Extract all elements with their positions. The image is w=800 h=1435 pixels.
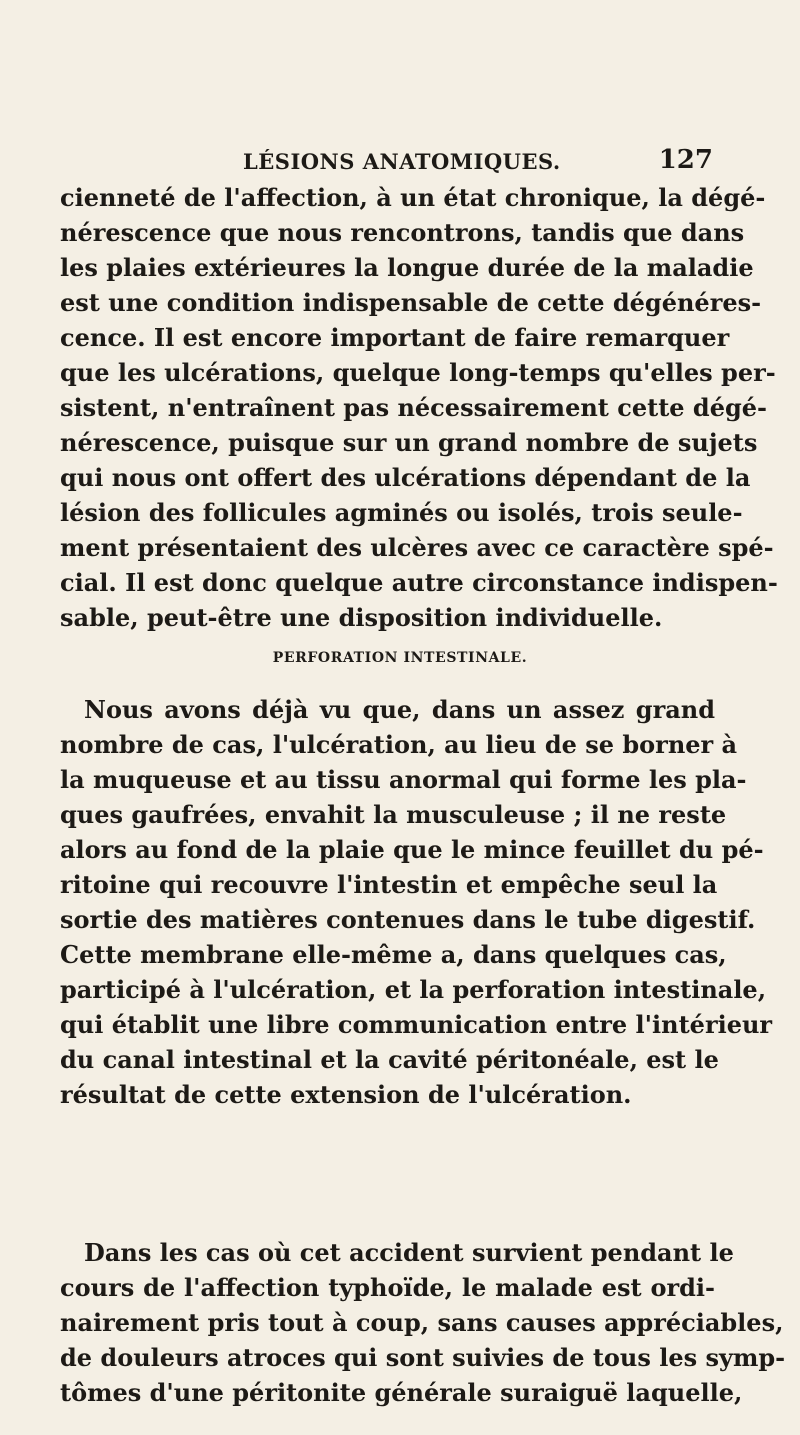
paragraph-perforation (60, 692, 773, 1112)
text-line: Cette membrane elle-même a, dans quelques cas, (60, 940, 727, 969)
text-line: alors au fond de la plaie que le mince feuillet du pé- (60, 835, 764, 864)
text-line: nombre de cas, l'ulcération, au lieu de se borner à (60, 730, 738, 759)
text-line: cence. Il est encore important de faire remarquer (60, 323, 730, 352)
running-title: LÉSIONS ANATOMIQUES. (243, 149, 561, 174)
text-line: nairement pris tout à coup, sans causes appréciables, (60, 1308, 784, 1337)
text-line: sortie des matières contenues dans le tube digestif. (60, 905, 756, 934)
text-line: cours de l'affection typhoïde, le malade est ordi- (60, 1273, 715, 1302)
text-line: cienneté de l'affection, à un état chronique, la dégé- (60, 183, 766, 212)
text-line: les plaies extérieures la longue durée de la maladie (60, 253, 754, 282)
text-line: tômes d'une péritonite générale suraiguë laquelle, (60, 1378, 743, 1407)
text-line: sistent, n'entraînent pas nécessairement cette dégé- (60, 393, 767, 422)
paragraph-accident (60, 1235, 786, 1410)
text-line: de douleurs atroces qui sont suivies de tous les symp- (60, 1343, 786, 1372)
text-line: est une condition indispensable de cette dégénéres- (60, 288, 762, 317)
text-line: du canal intestinal et la cavité péritonéale, est le (60, 1045, 719, 1074)
text-line: que les ulcérations, quelque long-temps qu'elles per- (60, 358, 776, 387)
text-line: Nous avons déjà vu que, dans un assez grand (84, 695, 715, 724)
text-line: nérescence, puisque sur un grand nombre de sujets (60, 428, 758, 457)
text-line: ques gaufrées, envahit la musculeuse ; il ne reste (60, 800, 727, 829)
page-number: 127 (658, 145, 713, 175)
text-line: Dans les cas où cet accident survient pendant le (84, 1238, 734, 1267)
text-line: participé à l'ulcération, et la perforation intestinale, (60, 975, 767, 1004)
text-line: sable, peut-être une disposition individuelle. (60, 603, 663, 632)
text-line: lésion des follicules agminés ou isolés, trois seule- (60, 498, 743, 527)
text-line: la muqueuse et au tissu anormal qui forme les pla- (60, 765, 747, 794)
text-line: qui nous ont offert des ulcérations dépendant de la (60, 463, 751, 492)
text-line: cial. Il est donc quelque autre circonstance indispen- (60, 568, 778, 597)
text-line: ritoine qui recouvre l'intestin et empêche seul la (60, 870, 718, 899)
paragraph-continued (60, 180, 778, 635)
text-line: ment présentaient des ulcères avec ce caractère spé- (60, 533, 774, 562)
text-line: nérescence que nous rencontrons, tandis que dans (60, 218, 745, 247)
text-line: qui établit une libre communication entre l'intérieur (60, 1010, 773, 1039)
section-heading: PERFORATION INTESTINALE. (272, 650, 528, 666)
running-head (243, 145, 713, 185)
text-line: résultat de cette extension de l'ulcération. (60, 1080, 632, 1109)
